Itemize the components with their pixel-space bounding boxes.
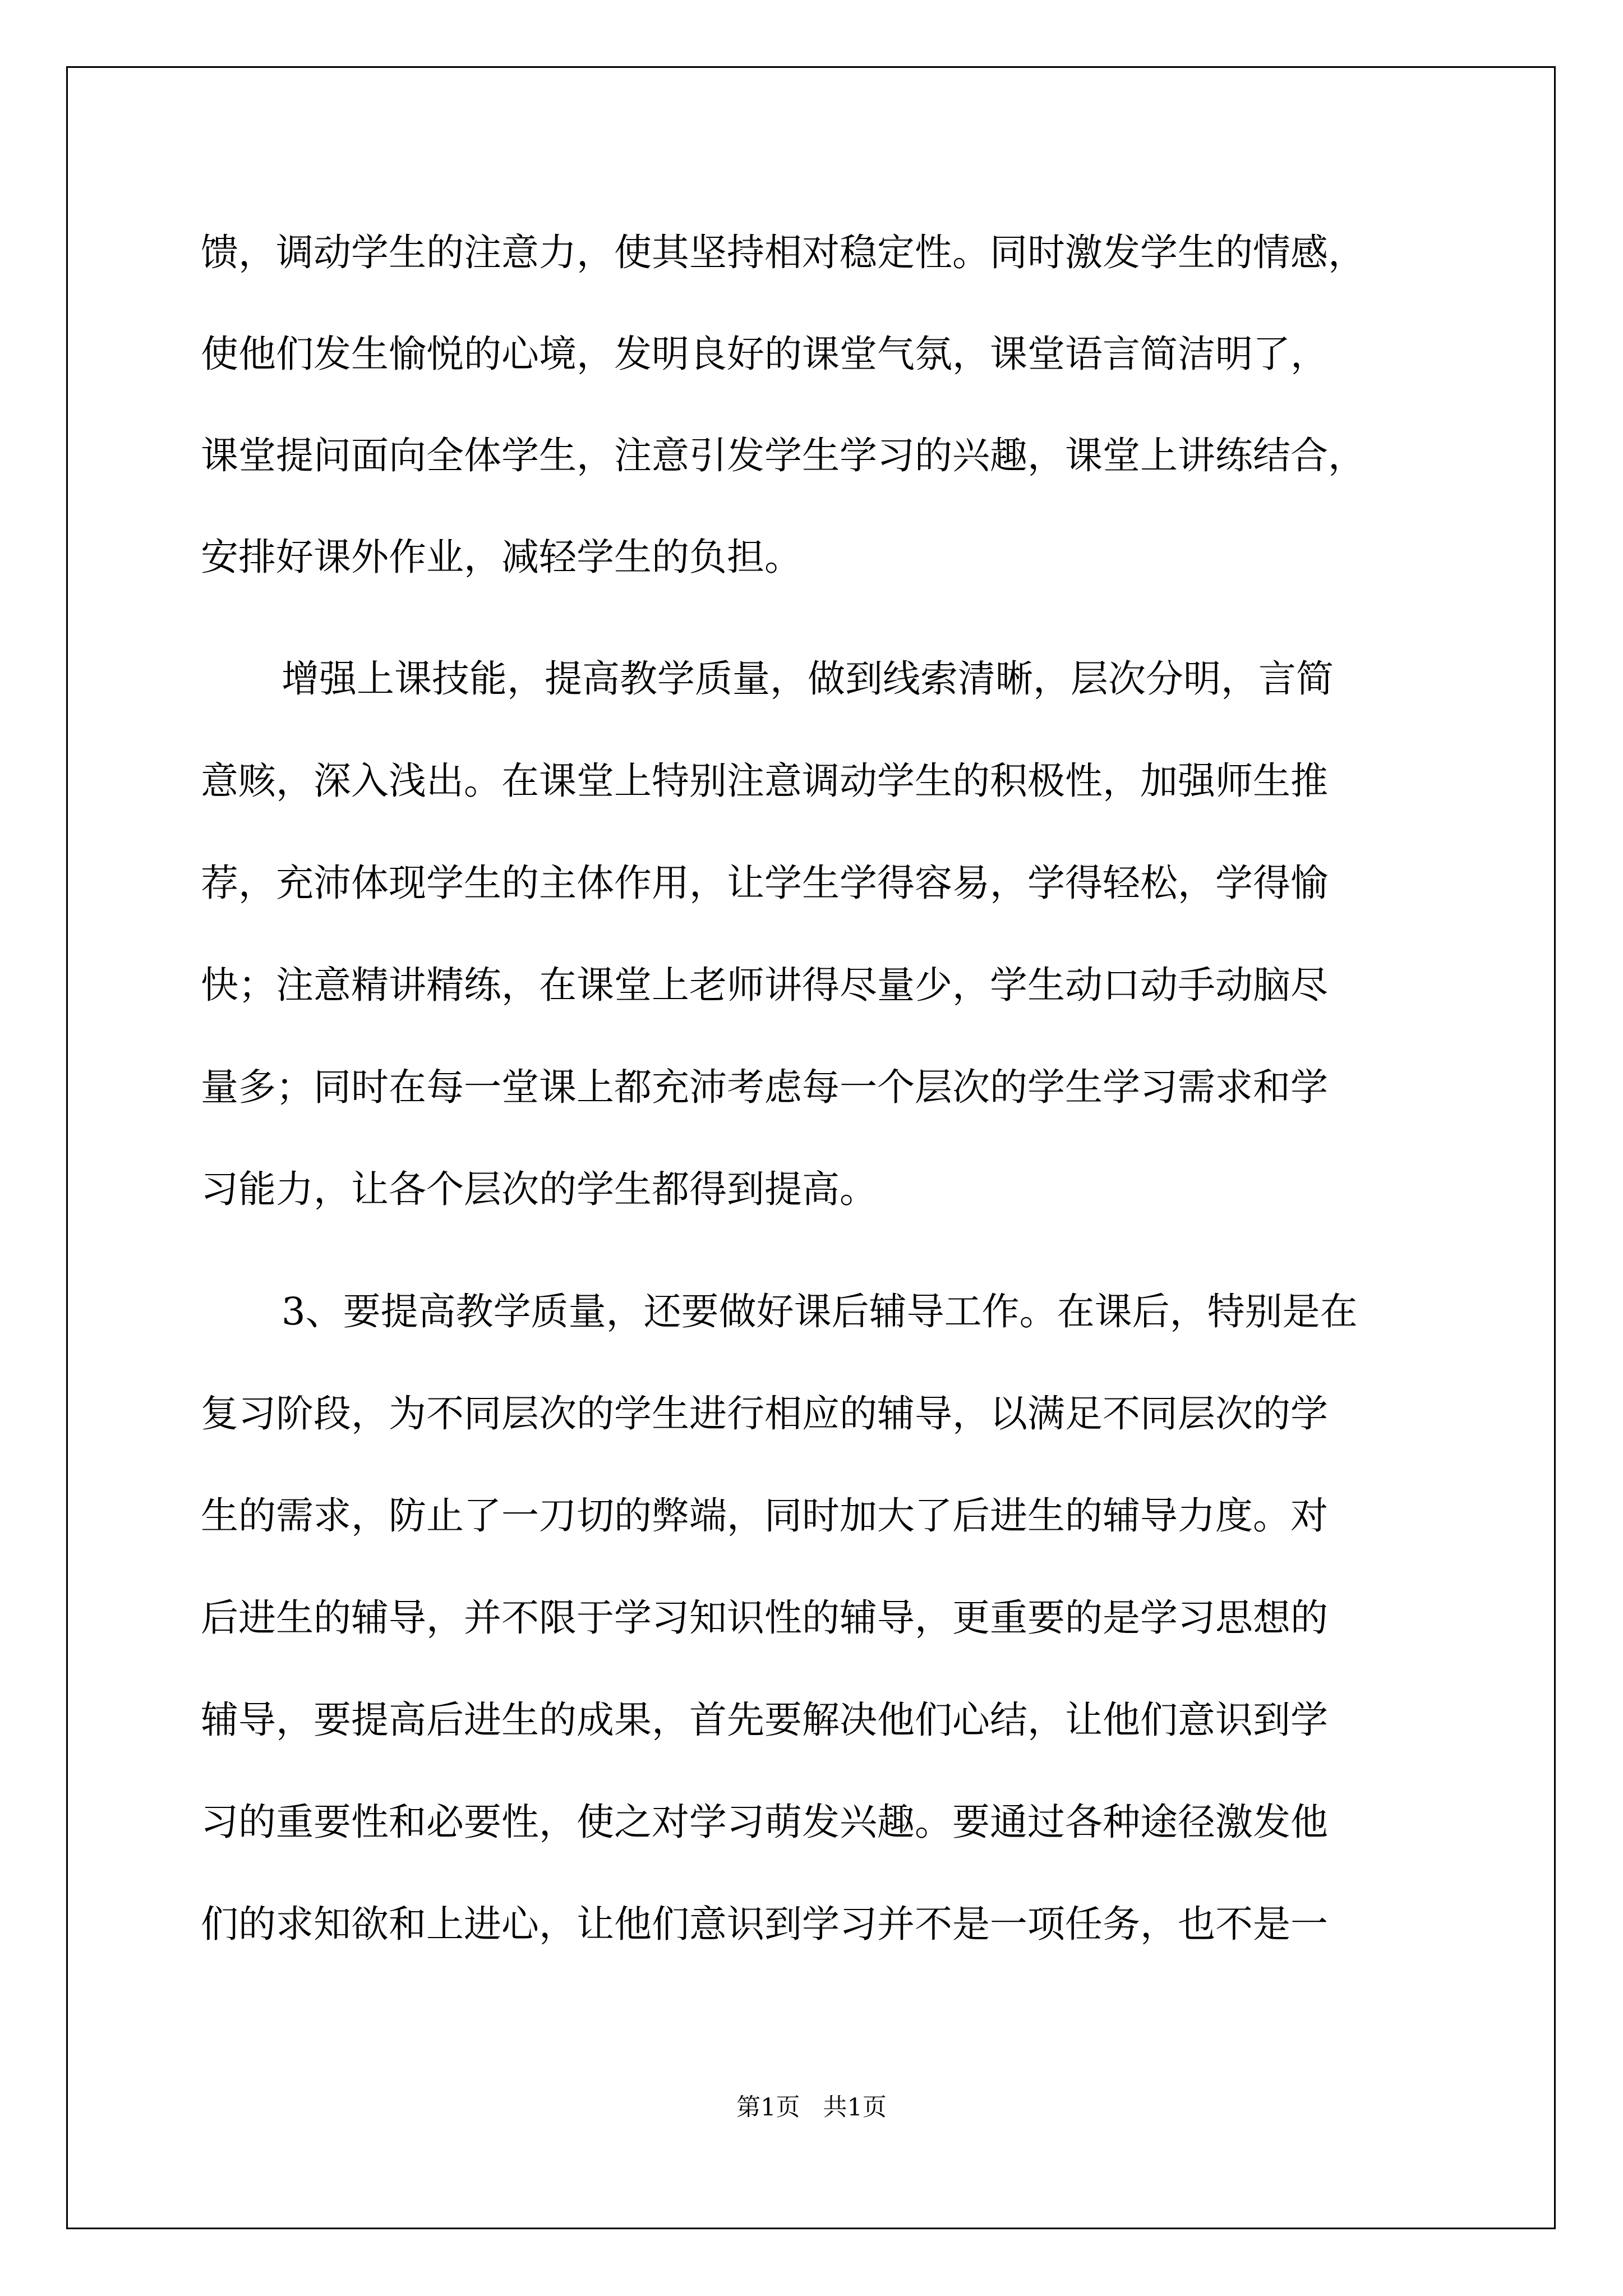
- paragraph-3-line-3: 生的需求，防止了一刀切的弊端，同时加大了后进生的辅导力度。对: [201, 1494, 1328, 1538]
- paragraph-1-line-1: 馈，调动学生的注意力，使其坚持相对稳定性。同时激发学生的情感，: [201, 231, 1366, 274]
- paragraph-3-line-6: 习的重要性和必要性，使之对学习萌发兴趣。要通过各种途径激发他: [201, 1800, 1328, 1844]
- paragraph-3-line-2: 复习阶段，为不同层次的学生进行相应的辅导，以满足不同层次的学: [201, 1392, 1328, 1435]
- paragraph-2-line-2: 意赅，深入浅出。在课堂上特别注意调动学生的积极性，加强师生推: [201, 759, 1328, 803]
- paragraph-1-line-4: 安排好课外作业，减轻学生的负担。: [201, 535, 802, 579]
- paragraph-1-line-3: 课堂提问面向全体学生，注意引发学生学习的兴趣，课堂上讲练结合，: [201, 434, 1366, 477]
- paragraph-2-line-6: 习能力，让各个层次的学生都得到提高。: [201, 1167, 877, 1211]
- paragraph-3-line-4: 后进生的辅导，并不限于学习知识性的辅导，更重要的是学习思想的: [201, 1596, 1328, 1640]
- paragraph-3-line-7: 们的求知欲和上进心，让他们意识到学习并不是一项任务，也不是一: [201, 1902, 1328, 1946]
- paragraph-2-line-1: 增强上课技能，提高教学质量，做到线索清晰，层次分明，言简: [282, 657, 1334, 701]
- paragraph-2-line-4: 快；注意精讲精练，在课堂上老师讲得尽量少，学生动口动手动脑尽: [201, 963, 1328, 1007]
- paragraph-3-line-5: 辅导，要提高后进生的成果，首先要解决他们心结，让他们意识到学: [201, 1698, 1328, 1742]
- page-number-footer: 第1页 共1页: [736, 2093, 887, 2122]
- paragraph-1-line-2: 使他们发生愉悦的心境，发明良好的课堂气氛，课堂语言简洁明了，: [201, 332, 1328, 376]
- paragraph-2-line-3: 荐，充沛体现学生的主体作用，让学生学得容易，学得轻松，学得愉: [201, 861, 1328, 905]
- paragraph-2-line-5: 量多；同时在每一堂课上都充沛考虑每一个层次的学生学习需求和学: [201, 1065, 1328, 1109]
- paragraph-3-line-1: 3、要提高教学质量，还要做好课后辅导工作。在课后，特别是在: [282, 1290, 1358, 1333]
